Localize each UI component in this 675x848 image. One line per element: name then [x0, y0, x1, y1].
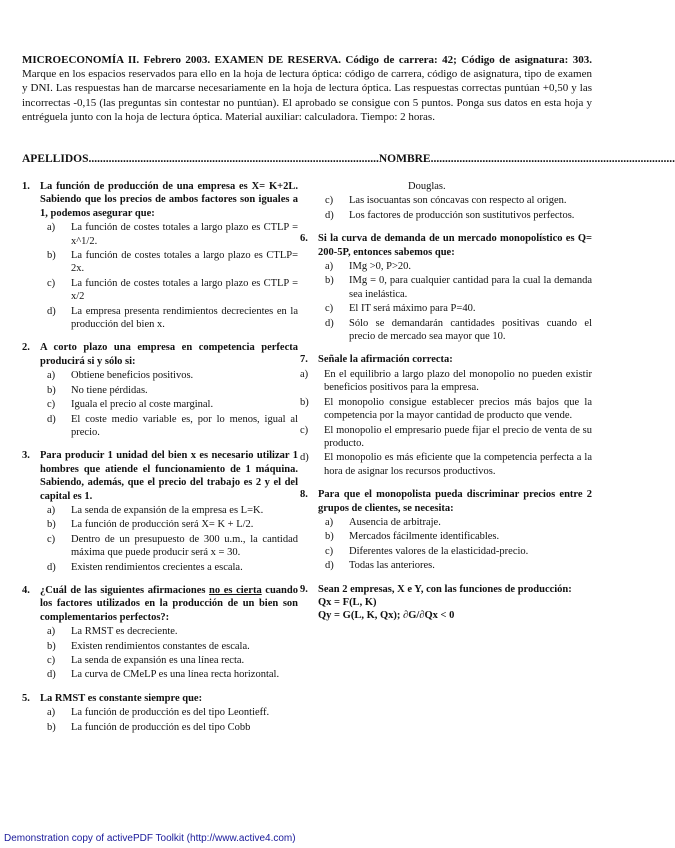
option: c) Diferentes valores de la elasticidad-precio.: [325, 545, 529, 557]
option: a) IMg >0, P>20.: [325, 261, 412, 273]
option: c) El monopolio el empresario puede fijar el precio de venta de su producto.: [300, 424, 592, 449]
option: a) La RMST es decreciente.: [47, 626, 178, 638]
formula-qy: Qy = G(L, K, Qx); ∂G/∂Qx < 0: [318, 610, 455, 622]
question-text: Señale la afirmación correcta:: [318, 354, 453, 366]
option: d) Existen rendimientos crecientes a escala.: [47, 561, 243, 573]
option: a) Obtiene beneficios positivos.: [47, 370, 194, 382]
question-2: 2. A corto plazo una empresa en competencia perfecta producirá si y sólo si: a) Obtiene beneficios positivos. b) No tiene pérdidas. c) Iguala el precio al coste marginal. d) El coste medio variable es, por lo menos, igual al precio.: [22, 342, 298, 438]
question-text: Si la curva de demanda de un mercado monopolístico es Q= 200-5P, entonces sabemos que:: [318, 233, 592, 258]
option: d) Los factores de producción son sustitutivos perfectos.: [325, 209, 575, 221]
question-text: ¿Cuál de las siguientes afirmaciones no es cierta cuando los factores utilizados en la producción de un bien son complementarios perfectos?:: [40, 584, 298, 623]
option: b) La función de producción será X= K + L/2.: [47, 519, 254, 531]
question-8: 8. Para que el monopolista pueda discriminar precios entre 2 grupos de clientes, se necesita: a) Ausencia de arbitraje. b) Mercados fácilmente identificables. c) Diferentes valores de la elasticidad-precio. d) Todas las anteriores.: [300, 489, 592, 572]
option: d) El monopolio es más eficiente que la competencia perfecta a la hora de asignar los recursos productivos.: [300, 452, 592, 477]
option: b) Existen rendimientos constantes de escala.: [47, 640, 250, 652]
option: c) Dentro de un presupuesto de 300 u.m., la cantidad máxima que puede producir será x = 30.: [47, 533, 298, 559]
option: c) La función de costes totales a largo plazo es CTLP = x/2: [47, 277, 298, 303]
question-text: La función de producción de una empresa es X= K+2L. Sabiendo que los precios de ambos factores son iguales a 1, podemos asegurar que:: [40, 181, 298, 219]
exam-instructions: Marque en los espacios reservados para ello en la hoja de lectura óptica: código de carrera, código de asignatura, tipo de examen y DNI. Las respuestas han de marcarse necesariamente en la hoja de lectura óptica. Las respuestas correctas puntúan +0,50 y las incorrectas -0,15 (las preguntas sin contestar no puntúan). El aprobado se consigue con 5 puntos. Ponga sus datos en esta hoja y entréguela junto con la hoja de lectura óptica. Material auxiliar: calculadora. Tiempo: 2 horas.: [22, 68, 592, 123]
option: b) No tiene pérdidas.: [47, 384, 148, 396]
question-9: 9. Sean 2 empresas, X e Y, con las funciones de producción: Qx = F(L, K) Qy = G(L, K, Qx); ∂G/∂Qx < 0: [300, 583, 592, 623]
question-3: 3. Para producir 1 unidad del bien x es necesario utilizar 1 hombres que atiende el funcionamiento de 1 máquina. Sabiendo, además, que el precio del trabajo es 2 y el del capital es 1. a) La senda de expansión de la empresa es L=K. b) La función de producción será X= K + L/2. c) Dentro de un presupuesto de 300 u.m., la cantidad máxima que puede producir será x = 30. d) Existen rendimientos crecientes a escala.: [22, 450, 298, 573]
option: a) La función de producción es del tipo Leontieff.: [47, 707, 270, 719]
option-continuation: Douglas.: [408, 181, 446, 192]
option: c) Iguala el precio al coste marginal.: [47, 399, 214, 411]
question-4: 4. ¿Cuál de las siguientes afirmaciones no es cierta cuando los factores utilizados en la producción de un bien son complementarios perfectos?: a) La RMST es decreciente. b) Existen rendimientos constantes de escala. c) La senda de expansión es una línea recta. d) La curva de CMeLP es una línea recta horizontal.: [22, 584, 298, 681]
question-5: 5. La RMST es constante siempre que: a) La función de producción es del tipo Leontieff. b) La función de producción es del tipo Cobb: [22, 692, 298, 734]
formula-qx: Qx = F(L, K): [318, 596, 377, 608]
question-text: Para que el monopolista pueda discriminar precios entre 2 grupos de clientes, se necesita:: [318, 489, 592, 514]
left-column: [22, 180, 298, 744]
question-text: La RMST es constante siempre que:: [40, 692, 203, 704]
option: c) La senda de expansión es una línea recta.: [47, 655, 245, 666]
option: b) La función de costes totales a largo plazo es CTLP= 2x.: [47, 250, 298, 275]
option: d) El coste medio variable es, por lo menos, igual al precio.: [47, 413, 298, 438]
right-column: [300, 180, 592, 633]
name-fields: APELLIDOS.....................................................................................................NOMBRE.....................................................................................: [22, 153, 675, 165]
option: b) IMg = 0, para cualquier cantidad para la cual la demanda sea inelástica.: [325, 275, 592, 300]
option: b) La función de producción es del tipo Cobb: [47, 721, 251, 733]
watermark-footer: Demonstration copy of activePDF Toolkit (http://www.active4.com): [4, 833, 296, 844]
option: d) La empresa presenta rendimientos decrecientes en la producción del bien x.: [47, 305, 298, 331]
option: c) Las isocuantas son cóncavas con respecto al origen.: [325, 195, 567, 207]
option: b) Mercados fácilmente identificables.: [325, 531, 500, 543]
question-text: Sean 2 empresas, X e Y, con las funciones de producción:: [318, 583, 572, 595]
question-6: 6. Si la curva de demanda de un mercado monopolístico es Q= 200-5P, entonces sabemos que: a) IMg >0, P>20. b) IMg = 0, para cualquier cantidad para la cual la demanda sea inelástica. c) El IT será máximo para P=40. d) Sólo se demandarán cantidades positivas cuando el precio de mercado sea mayor que 10.: [300, 233, 592, 343]
question-text: A corto plazo una empresa en competencia perfecta producirá si y sólo si:: [40, 342, 298, 367]
question-1: 1. La función de producción de una empresa es X= K+2L. Sabiendo que los precios de ambos factores son iguales a 1, podemos asegurar que: a) La función de costes totales a largo plazo es CTLP = x^1/2. b) La función de costes totales a largo plazo es CTLP= 2x. c) La función de costes totales a largo plazo es CTLP = x/2 d) La empresa presenta rendimientos decrecientes en la producción del bien x.: [22, 181, 298, 331]
exam-header: [22, 53, 592, 124]
option: b) El monopolio consigue establecer precios más bajos que la competencia por la mayor cantidad de producto que vende.: [300, 396, 592, 422]
exam-title: MICROECONOMÍA II. Febrero 2003. EXAMEN DE RESERVA. Código de carrera: 42; Código de asignatura: 303.: [22, 54, 592, 66]
question-7: 7. Señale la afirmación correcta: a) En el equilibrio a largo plazo del monopolio no pueden existir beneficios positivos para la empresa. b) El monopolio consigue establecer precios más bajos que la competencia por la mayor cantidad de producto que vende. c) El monopolio el empresario puede fijar el precio de venta de su producto. d) El monopolio es más eficiente que la competencia perfecta a la hora de asignar los recursos productivos.: [300, 354, 592, 477]
option: d) Todas las anteriores.: [325, 560, 435, 572]
option: a) La función de costes totales a largo plazo es CTLP = x^1/2.: [47, 222, 298, 247]
option: a) La senda de expansión de la empresa es L=K.: [47, 504, 264, 516]
option: a) Ausencia de arbitraje.: [325, 516, 441, 528]
question-5-continued: [300, 180, 592, 222]
question-text: Para producir 1 unidad del bien x es necesario utilizar 1 hombres que atiende el funcionamiento de 1 máquina. Sabiendo, además, que el precio del trabajo es 2 y el del capital es 1.: [40, 450, 298, 502]
option: d) La curva de CMeLP es una línea recta horizontal.: [47, 669, 280, 681]
option: d) Sólo se demandarán cantidades positivas cuando el precio de mercado sea mayor que 10.: [325, 317, 592, 343]
option: c) El IT será máximo para P=40.: [325, 303, 476, 315]
option: a) En el equilibrio a largo plazo del monopolio no pueden existir beneficios positivos para la empresa.: [300, 368, 592, 394]
